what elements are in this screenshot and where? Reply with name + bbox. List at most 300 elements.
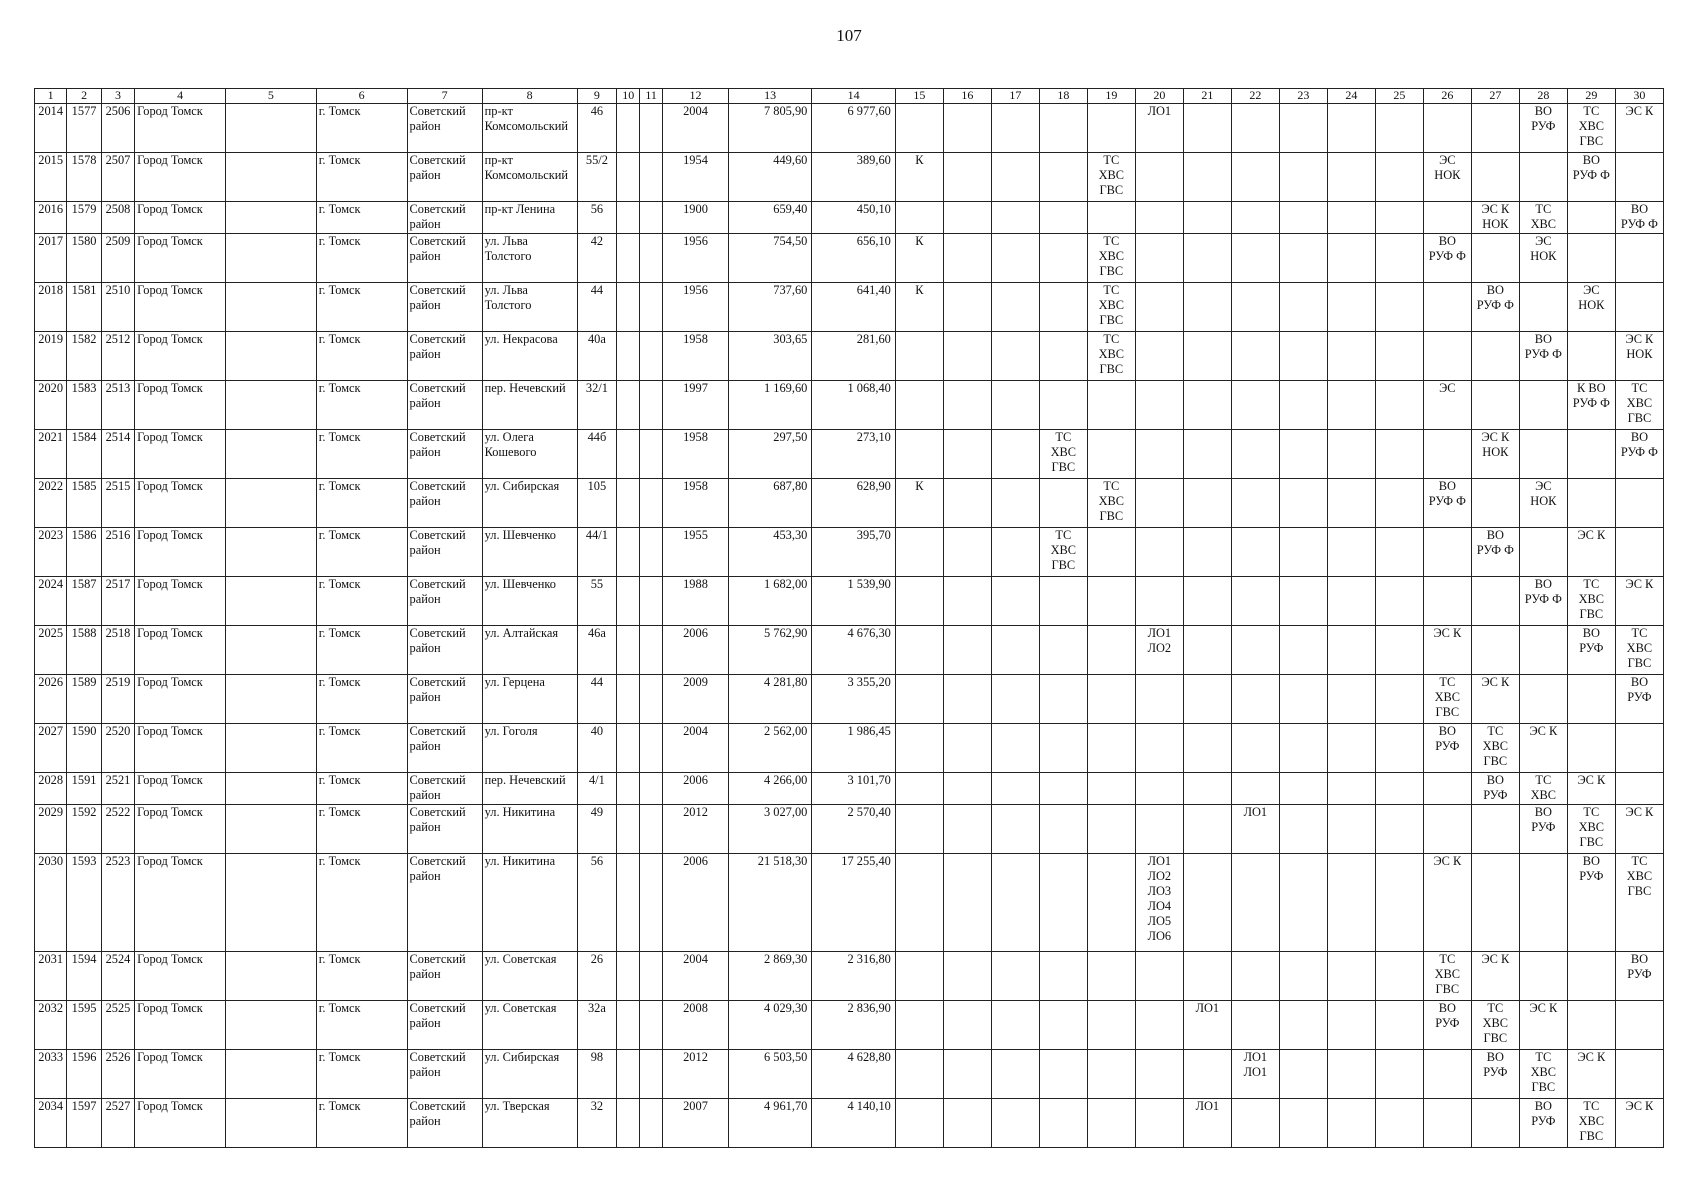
cell-col-26: [1423, 1099, 1471, 1148]
cell-col-27: [1471, 805, 1519, 854]
cell-col-10: [617, 724, 640, 773]
cell-col-20: [1135, 202, 1183, 234]
cell-col-20: [1135, 153, 1183, 202]
column-header-25: 25: [1375, 89, 1423, 104]
table-row: [35, 805, 1664, 854]
cell-col-27: [1471, 626, 1519, 675]
cell-col-7: Советский район: [407, 577, 482, 626]
cell-col-8: ул. Никитина: [482, 805, 577, 854]
column-header-4: 4: [135, 89, 226, 104]
cell-col-27: ВО РУФ: [1471, 773, 1519, 805]
cell-col-1: 2027: [35, 724, 67, 773]
cell-col-27: [1471, 479, 1519, 528]
cell-col-9: 55/2: [577, 153, 617, 202]
cell-col-20: ЛО1 ЛО2: [1135, 626, 1183, 675]
cell-col-11: [640, 332, 663, 381]
cell-col-28: ЭС К: [1519, 1001, 1567, 1050]
cell-col-20: [1135, 479, 1183, 528]
cell-col-29: ЭС К: [1567, 773, 1615, 805]
cell-col-4: Город Томск: [135, 202, 226, 234]
cell-col-24: [1327, 854, 1375, 952]
cell-col-24: [1327, 528, 1375, 577]
cell-col-26: [1423, 430, 1471, 479]
cell-col-23: [1279, 381, 1327, 430]
cell-col-30: [1615, 234, 1663, 283]
cell-col-13: 1 682,00: [728, 577, 811, 626]
cell-col-14: 1 539,90: [812, 577, 895, 626]
cell-col-16: [943, 773, 991, 805]
cell-col-3: 2525: [101, 1001, 134, 1050]
cell-col-7: Советский район: [407, 202, 482, 234]
cell-col-22: [1231, 283, 1279, 332]
cell-col-30: [1615, 528, 1663, 577]
cell-col-9: 32/1: [577, 381, 617, 430]
cell-col-3: 2512: [101, 332, 134, 381]
column-header-19: 19: [1087, 89, 1135, 104]
cell-col-9: 46а: [577, 626, 617, 675]
cell-col-16: [943, 675, 991, 724]
cell-col-19: [1087, 724, 1135, 773]
cell-col-28: ТС ХВС: [1519, 202, 1567, 234]
cell-col-14: 3 355,20: [812, 675, 895, 724]
cell-col-7: Советский район: [407, 805, 482, 854]
cell-col-3: 2513: [101, 381, 134, 430]
cell-col-25: [1375, 332, 1423, 381]
cell-col-18: [1039, 724, 1087, 773]
cell-col-28: ВО РУФ Ф: [1519, 332, 1567, 381]
cell-col-21: [1183, 724, 1231, 773]
cell-col-1: 2018: [35, 283, 67, 332]
cell-col-10: [617, 332, 640, 381]
cell-col-27: ЭС К НОК: [1471, 202, 1519, 234]
cell-col-5: [225, 202, 316, 234]
cell-col-23: [1279, 724, 1327, 773]
cell-col-10: [617, 381, 640, 430]
cell-col-12: 1955: [663, 528, 729, 577]
cell-col-28: ЭС НОК: [1519, 479, 1567, 528]
cell-col-29: ВО РУФ: [1567, 854, 1615, 952]
table-row: [35, 1050, 1664, 1099]
cell-col-12: 2004: [663, 104, 729, 153]
cell-col-12: 1988: [663, 577, 729, 626]
cell-col-14: 641,40: [812, 283, 895, 332]
cell-col-7: Советский район: [407, 626, 482, 675]
cell-col-23: [1279, 854, 1327, 952]
column-header-10: 10: [617, 89, 640, 104]
cell-col-22: [1231, 104, 1279, 153]
cell-col-13: 21 518,30: [728, 854, 811, 952]
table-row: [35, 1099, 1664, 1148]
cell-col-5: [225, 104, 316, 153]
cell-col-12: 2004: [663, 724, 729, 773]
column-header-13: 13: [728, 89, 811, 104]
cell-col-29: [1567, 1001, 1615, 1050]
cell-col-1: 2034: [35, 1099, 67, 1148]
cell-col-25: [1375, 1099, 1423, 1148]
cell-col-14: 389,60: [812, 153, 895, 202]
cell-col-22: [1231, 332, 1279, 381]
cell-col-24: [1327, 577, 1375, 626]
cell-col-24: [1327, 1099, 1375, 1148]
cell-col-13: 3 027,00: [728, 805, 811, 854]
cell-col-18: [1039, 1050, 1087, 1099]
cell-col-19: [1087, 104, 1135, 153]
cell-col-3: 2514: [101, 430, 134, 479]
cell-col-6: г. Томск: [316, 104, 407, 153]
cell-col-24: [1327, 724, 1375, 773]
column-header-22: 22: [1231, 89, 1279, 104]
cell-col-14: 3 101,70: [812, 773, 895, 805]
cell-col-12: 2008: [663, 1001, 729, 1050]
cell-col-17: [991, 773, 1039, 805]
cell-col-27: ВО РУФ Ф: [1471, 283, 1519, 332]
table-row: [35, 626, 1664, 675]
cell-col-2: 1590: [67, 724, 101, 773]
cell-col-29: ТС ХВС ГВС: [1567, 577, 1615, 626]
cell-col-1: 2028: [35, 773, 67, 805]
cell-col-1: 2017: [35, 234, 67, 283]
cell-col-26: [1423, 805, 1471, 854]
column-header-24: 24: [1327, 89, 1375, 104]
cell-col-6: г. Томск: [316, 1099, 407, 1148]
cell-col-13: 449,60: [728, 153, 811, 202]
cell-col-6: г. Томск: [316, 626, 407, 675]
cell-col-8: пр-кт Комсомольский: [482, 153, 577, 202]
cell-col-19: [1087, 952, 1135, 1001]
cell-col-6: г. Томск: [316, 675, 407, 724]
cell-col-11: [640, 479, 663, 528]
cell-col-26: ВО РУФ Ф: [1423, 479, 1471, 528]
cell-col-18: ТС ХВС ГВС: [1039, 430, 1087, 479]
cell-col-1: 2023: [35, 528, 67, 577]
cell-col-21: [1183, 283, 1231, 332]
cell-col-7: Советский район: [407, 773, 482, 805]
cell-col-5: [225, 234, 316, 283]
cell-col-10: [617, 577, 640, 626]
cell-col-22: [1231, 675, 1279, 724]
cell-col-25: [1375, 577, 1423, 626]
cell-col-22: [1231, 381, 1279, 430]
cell-col-10: [617, 104, 640, 153]
cell-col-19: [1087, 1099, 1135, 1148]
cell-col-25: [1375, 773, 1423, 805]
cell-col-12: 2006: [663, 626, 729, 675]
cell-col-22: [1231, 479, 1279, 528]
cell-col-27: [1471, 234, 1519, 283]
cell-col-6: г. Томск: [316, 805, 407, 854]
cell-col-18: [1039, 283, 1087, 332]
cell-col-9: 56: [577, 202, 617, 234]
cell-col-14: 628,90: [812, 479, 895, 528]
cell-col-6: г. Томск: [316, 854, 407, 952]
cell-col-22: [1231, 430, 1279, 479]
cell-col-27: [1471, 854, 1519, 952]
cell-col-19: [1087, 805, 1135, 854]
cell-col-4: Город Томск: [135, 805, 226, 854]
table-row: [35, 332, 1664, 381]
cell-col-28: ВО РУФ Ф: [1519, 577, 1567, 626]
cell-col-13: 4 266,00: [728, 773, 811, 805]
cell-col-7: Советский район: [407, 1001, 482, 1050]
cell-col-15: [895, 528, 943, 577]
cell-col-24: [1327, 153, 1375, 202]
cell-col-29: [1567, 479, 1615, 528]
cell-col-25: [1375, 952, 1423, 1001]
cell-col-5: [225, 528, 316, 577]
cell-col-5: [225, 854, 316, 952]
cell-col-28: [1519, 854, 1567, 952]
cell-col-13: 687,80: [728, 479, 811, 528]
table-row: [35, 854, 1664, 952]
cell-col-2: 1594: [67, 952, 101, 1001]
table-row: [35, 153, 1664, 202]
cell-col-15: [895, 626, 943, 675]
cell-col-3: 2523: [101, 854, 134, 952]
cell-col-25: [1375, 626, 1423, 675]
housing-register-table: [34, 88, 1664, 1148]
cell-col-28: ВО РУФ: [1519, 1099, 1567, 1148]
cell-col-5: [225, 283, 316, 332]
cell-col-21: [1183, 773, 1231, 805]
cell-col-18: [1039, 332, 1087, 381]
cell-col-6: г. Томск: [316, 283, 407, 332]
cell-col-14: 4 140,10: [812, 1099, 895, 1148]
cell-col-7: Советский район: [407, 675, 482, 724]
cell-col-25: [1375, 528, 1423, 577]
cell-col-11: [640, 626, 663, 675]
cell-col-4: Город Томск: [135, 234, 226, 283]
cell-col-19: [1087, 528, 1135, 577]
cell-col-28: [1519, 283, 1567, 332]
cell-col-9: 42: [577, 234, 617, 283]
cell-col-30: ЭС К: [1615, 1099, 1663, 1148]
cell-col-11: [640, 773, 663, 805]
cell-col-20: [1135, 430, 1183, 479]
table-row: [35, 675, 1664, 724]
cell-col-15: [895, 1050, 943, 1099]
cell-col-25: [1375, 675, 1423, 724]
cell-col-6: г. Томск: [316, 202, 407, 234]
cell-col-8: ул. Сибирская: [482, 479, 577, 528]
cell-col-17: [991, 1099, 1039, 1148]
cell-col-18: [1039, 675, 1087, 724]
table-row: [35, 430, 1664, 479]
cell-col-28: [1519, 675, 1567, 724]
cell-col-17: [991, 626, 1039, 675]
cell-col-19: ТС ХВС ГВС: [1087, 234, 1135, 283]
cell-col-2: 1578: [67, 153, 101, 202]
cell-col-2: 1593: [67, 854, 101, 952]
cell-col-24: [1327, 1050, 1375, 1099]
cell-col-4: Город Томск: [135, 430, 226, 479]
cell-col-2: 1591: [67, 773, 101, 805]
cell-col-30: ВО РУФ Ф: [1615, 202, 1663, 234]
cell-col-8: ул. Некрасова: [482, 332, 577, 381]
cell-col-21: [1183, 854, 1231, 952]
cell-col-20: [1135, 773, 1183, 805]
cell-col-18: [1039, 773, 1087, 805]
cell-col-29: ТС ХВС ГВС: [1567, 104, 1615, 153]
cell-col-20: [1135, 724, 1183, 773]
cell-col-23: [1279, 430, 1327, 479]
cell-col-2: 1587: [67, 577, 101, 626]
cell-col-26: ЭС К: [1423, 626, 1471, 675]
cell-col-2: 1596: [67, 1050, 101, 1099]
cell-col-2: 1579: [67, 202, 101, 234]
cell-col-16: [943, 805, 991, 854]
cell-col-3: 2526: [101, 1050, 134, 1099]
cell-col-25: [1375, 153, 1423, 202]
cell-col-29: ЭС НОК: [1567, 283, 1615, 332]
cell-col-3: 2509: [101, 234, 134, 283]
cell-col-14: 1 986,45: [812, 724, 895, 773]
cell-col-4: Город Томск: [135, 104, 226, 153]
cell-col-22: [1231, 234, 1279, 283]
cell-col-8: пер. Нечевский: [482, 773, 577, 805]
cell-col-24: [1327, 479, 1375, 528]
cell-col-1: 2030: [35, 854, 67, 952]
cell-col-28: ТС ХВС: [1519, 773, 1567, 805]
cell-col-28: [1519, 430, 1567, 479]
cell-col-30: ТС ХВС ГВС: [1615, 854, 1663, 952]
cell-col-8: ул. Герцена: [482, 675, 577, 724]
cell-col-3: 2527: [101, 1099, 134, 1148]
cell-col-11: [640, 805, 663, 854]
cell-col-28: ВО РУФ: [1519, 805, 1567, 854]
cell-col-22: [1231, 528, 1279, 577]
cell-col-6: г. Томск: [316, 234, 407, 283]
cell-col-26: [1423, 332, 1471, 381]
cell-col-8: ул. Никитина: [482, 854, 577, 952]
cell-col-27: [1471, 381, 1519, 430]
cell-col-20: [1135, 1099, 1183, 1148]
cell-col-30: ВО РУФ Ф: [1615, 430, 1663, 479]
table-row: [35, 104, 1664, 153]
cell-col-20: [1135, 332, 1183, 381]
cell-col-23: [1279, 202, 1327, 234]
cell-col-23: [1279, 626, 1327, 675]
cell-col-13: 7 805,90: [728, 104, 811, 153]
cell-col-5: [225, 577, 316, 626]
cell-col-29: [1567, 952, 1615, 1001]
column-header-16: 16: [943, 89, 991, 104]
cell-col-18: [1039, 805, 1087, 854]
cell-col-20: [1135, 805, 1183, 854]
cell-col-24: [1327, 104, 1375, 153]
cell-col-15: [895, 952, 943, 1001]
cell-col-6: г. Томск: [316, 1050, 407, 1099]
cell-col-20: [1135, 952, 1183, 1001]
cell-col-11: [640, 104, 663, 153]
cell-col-12: 1958: [663, 479, 729, 528]
cell-col-11: [640, 283, 663, 332]
cell-col-10: [617, 528, 640, 577]
table-row: [35, 283, 1664, 332]
cell-col-29: [1567, 675, 1615, 724]
column-header-8: 8: [482, 89, 577, 104]
column-header-20: 20: [1135, 89, 1183, 104]
cell-col-23: [1279, 805, 1327, 854]
cell-col-16: [943, 952, 991, 1001]
column-header-3: 3: [101, 89, 134, 104]
cell-col-22: [1231, 854, 1279, 952]
cell-col-14: 395,70: [812, 528, 895, 577]
cell-col-11: [640, 952, 663, 1001]
cell-col-22: [1231, 202, 1279, 234]
cell-col-15: К: [895, 153, 943, 202]
cell-col-3: 2520: [101, 724, 134, 773]
column-number-header-row: [35, 89, 1664, 104]
cell-col-16: [943, 381, 991, 430]
cell-col-25: [1375, 724, 1423, 773]
cell-col-10: [617, 1050, 640, 1099]
cell-col-28: [1519, 381, 1567, 430]
cell-col-19: [1087, 854, 1135, 952]
cell-col-14: 281,60: [812, 332, 895, 381]
cell-col-30: ВО РУФ: [1615, 952, 1663, 1001]
cell-col-16: [943, 283, 991, 332]
cell-col-24: [1327, 1001, 1375, 1050]
cell-col-10: [617, 805, 640, 854]
cell-col-6: г. Томск: [316, 332, 407, 381]
cell-col-13: 2 562,00: [728, 724, 811, 773]
cell-col-10: [617, 675, 640, 724]
cell-col-24: [1327, 202, 1375, 234]
cell-col-10: [617, 430, 640, 479]
cell-col-5: [225, 332, 316, 381]
cell-col-15: [895, 577, 943, 626]
cell-col-17: [991, 332, 1039, 381]
cell-col-17: [991, 675, 1039, 724]
cell-col-30: [1615, 724, 1663, 773]
cell-col-22: [1231, 626, 1279, 675]
cell-col-6: г. Томск: [316, 1001, 407, 1050]
cell-col-26: ТС ХВС ГВС: [1423, 952, 1471, 1001]
cell-col-25: [1375, 854, 1423, 952]
cell-col-29: [1567, 234, 1615, 283]
cell-col-30: ЭС К НОК: [1615, 332, 1663, 381]
cell-col-22: [1231, 577, 1279, 626]
cell-col-15: [895, 430, 943, 479]
cell-col-27: ТС ХВС ГВС: [1471, 1001, 1519, 1050]
cell-col-13: 4 281,80: [728, 675, 811, 724]
cell-col-3: 2524: [101, 952, 134, 1001]
cell-col-6: г. Томск: [316, 724, 407, 773]
cell-col-12: 2012: [663, 805, 729, 854]
cell-col-12: 1954: [663, 153, 729, 202]
cell-col-3: 2522: [101, 805, 134, 854]
cell-col-1: 2029: [35, 805, 67, 854]
cell-col-15: [895, 332, 943, 381]
cell-col-8: ул. Тверская: [482, 1099, 577, 1148]
cell-col-26: ВО РУФ: [1423, 724, 1471, 773]
cell-col-26: ВО РУФ Ф: [1423, 234, 1471, 283]
cell-col-13: 4 961,70: [728, 1099, 811, 1148]
cell-col-3: 2521: [101, 773, 134, 805]
column-header-14: 14: [812, 89, 895, 104]
cell-col-21: [1183, 1050, 1231, 1099]
cell-col-28: [1519, 626, 1567, 675]
cell-col-17: [991, 153, 1039, 202]
column-header-1: 1: [35, 89, 67, 104]
cell-col-30: ВО РУФ: [1615, 675, 1663, 724]
cell-col-30: ТС ХВС ГВС: [1615, 626, 1663, 675]
cell-col-1: 2020: [35, 381, 67, 430]
cell-col-7: Советский район: [407, 1099, 482, 1148]
cell-col-2: 1585: [67, 479, 101, 528]
cell-col-2: 1586: [67, 528, 101, 577]
cell-col-21: [1183, 479, 1231, 528]
